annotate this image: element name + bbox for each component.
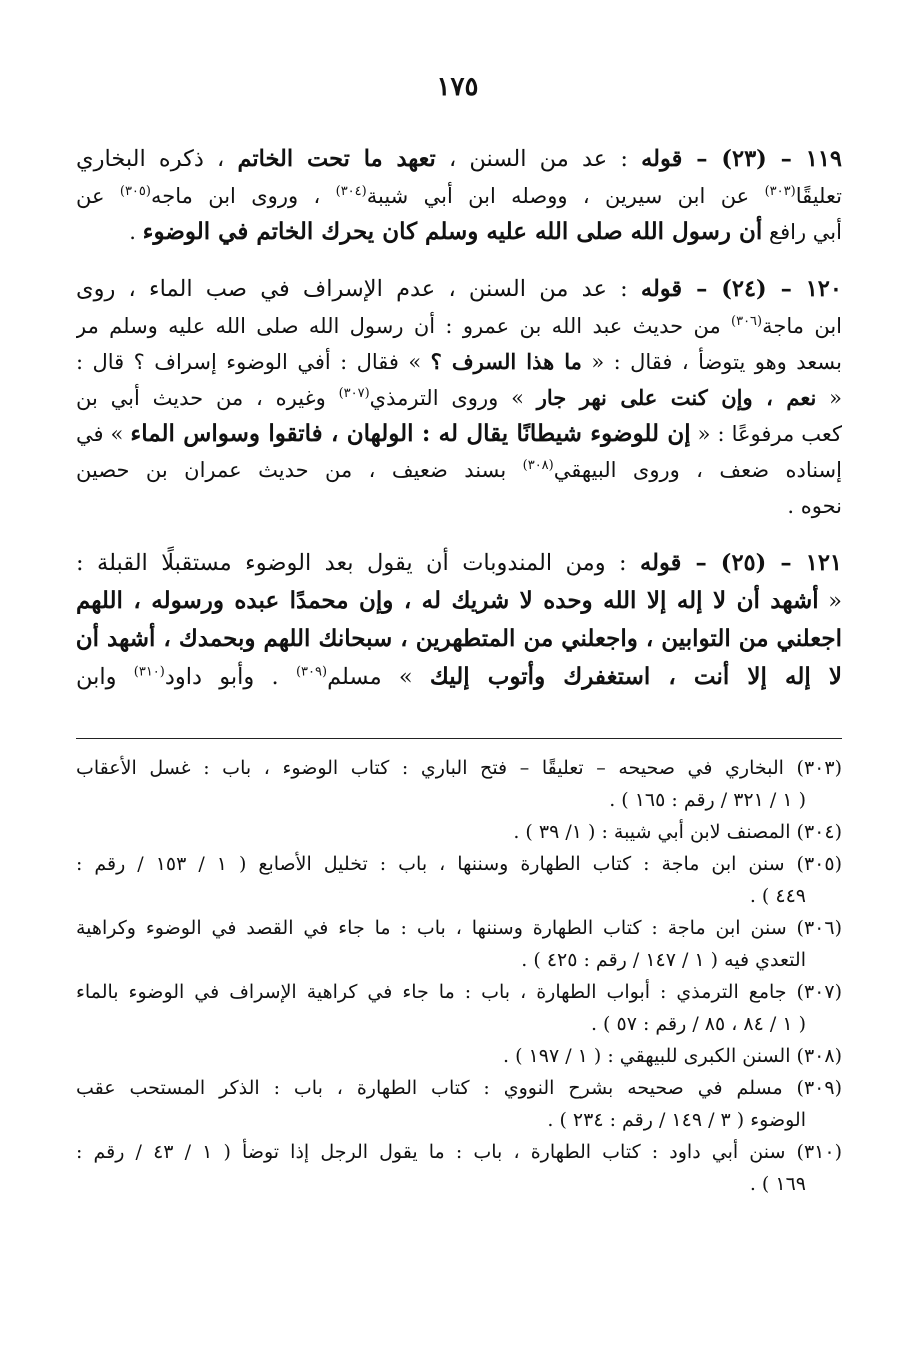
footnote-line: الوضوء ( ٣ / ١٤٩ / رقم : ٢٣٤ ) . xyxy=(547,1109,806,1131)
bold-text: نعم ، وإن كنت على نهر جار xyxy=(536,385,817,410)
body-text: أبي رافع xyxy=(762,220,842,244)
footnote xyxy=(76,976,842,1040)
footnote xyxy=(76,1040,842,1072)
footnote xyxy=(76,752,842,816)
paragraph-entry xyxy=(76,140,842,250)
hadith-text: أشهد أن لا إله إلا الله وحده لا شريك له ، وإن محمدًا عبده ورسوله ، اللهم xyxy=(76,587,819,614)
paragraph-entry xyxy=(76,544,842,696)
hadith-text: إن للوضوء شيطانًا يقال له : الولهان ، فاتقوا وسواس الماء xyxy=(130,420,691,447)
hadith-text: اجعلني من التوابين ، واجعلني من المتطهرين ، سبحانك اللهم وبحمدك ، أشهد أن xyxy=(76,625,842,652)
body-text: « xyxy=(816,386,842,410)
bold-text: ١٢١ – (٢٥) – قوله xyxy=(640,550,842,576)
footnote-line: (٣١٠) سنن أبي داود : كتاب الطهارة ، باب : ما يقول الرجل إذا توضأ ( ١ / ٤٣ / رقم : xyxy=(76,1141,842,1163)
text-line xyxy=(76,380,842,416)
body-text: : ومن المندوبات أن يقول بعد الوضوء مستقبلًا القبلة : xyxy=(76,550,641,576)
footnote-divider xyxy=(76,738,842,739)
body-text: وغيره ، من حديث أبي بن xyxy=(76,386,339,410)
footnote xyxy=(76,816,842,848)
body-text: من حديث عبد الله بن عمرو : أن رسول الله صلى الله عليه وسلم مر xyxy=(76,314,732,338)
page-number: ١٧٥ xyxy=(436,72,479,102)
body-text: . xyxy=(129,220,143,244)
body-text: : عد من السنن ، عدم الإسراف في صب الماء ، روى xyxy=(76,276,641,302)
body-text: « xyxy=(818,588,842,614)
text-line xyxy=(76,214,842,250)
hadith-text: لا إله إلا أنت ، استغفرك وأتوب إليك xyxy=(429,663,842,690)
footnote-line: ( ١ / ٣٢١ / رقم : ١٦٥ ) . xyxy=(609,789,806,811)
text-line xyxy=(76,544,842,582)
footnote xyxy=(76,848,842,912)
text-line xyxy=(76,344,842,380)
body-text: وابن xyxy=(76,664,134,690)
body-text: تعليقًا xyxy=(795,184,842,208)
footnote-line: (٣٠٣) البخاري في صحيحه – تعليقًا – فتح الباري : كتاب الوضوء ، باب : غسل الأعقاب xyxy=(76,757,842,779)
footnote xyxy=(76,1072,842,1136)
body-text: . وأبو داود xyxy=(164,664,296,690)
body-text: ، وروى ابن ماجه xyxy=(150,184,336,208)
text-line xyxy=(76,658,842,696)
bold-text: ١١٩ – (٢٣) – قوله xyxy=(641,146,842,172)
text-line xyxy=(76,416,842,452)
footnote-reference: (٣٠٩) xyxy=(295,664,328,680)
body-text: ، ذكره البخاري xyxy=(76,146,238,172)
hadith-text: أن رسول الله صلى الله عليه وسلم كان يحرك الخاتم في الوضوء xyxy=(142,218,763,245)
bold-text: ما هذا السرف ؟ xyxy=(430,349,582,374)
footnote-reference: (٣٠٥) xyxy=(119,184,151,199)
footnote xyxy=(76,912,842,976)
body-text: » مسلم xyxy=(327,664,430,690)
footnote-reference: (٣٠٨) xyxy=(522,458,554,473)
footnote-line: ( ١ / ٨٤ ، ٨٥ / رقم : ٥٧ ) . xyxy=(590,1013,806,1035)
body-text: بسند ضعيف ، من حديث عمران بن حصين xyxy=(76,458,523,482)
body-text: عن ابن سيرين ، ووصله ابن أبي شيبة xyxy=(366,184,765,208)
bold-text: تعهد ما تحت الخاتم xyxy=(237,146,436,172)
text-line xyxy=(76,178,842,214)
text-line xyxy=(76,488,842,524)
text-line xyxy=(76,452,842,488)
body-text: إسناده ضعف ، وروى البيهقي xyxy=(553,458,842,482)
footnote-line: (٣٠٥) سنن ابن ماجة : كتاب الطهارة وسننها ، باب : تخليل الأصابع ( ١ / ١٥٣ / رقم : xyxy=(76,853,842,875)
paragraph-entry xyxy=(76,270,842,524)
text-line xyxy=(76,620,842,658)
footnote-line: (٣٠٧) جامع الترمذي : أبواب الطهارة ، باب : ما جاء في كراهية الإسراف في الوضوء بالماء xyxy=(76,981,842,1003)
footnote-line: ٤٤٩ ) . xyxy=(749,885,806,907)
footnote-reference: (٣٠٤) xyxy=(335,184,367,199)
footnote-line: التعدي فيه ( ١ / ١٤٧ / رقم : ٤٢٥ ) . xyxy=(521,949,806,971)
footnote-line: (٣٠٨) السنن الكبرى للبيهقي : ( ١ / ١٩٧ ) . xyxy=(503,1045,842,1067)
body-text: كعب مرفوعًا : « xyxy=(690,422,842,446)
text-line xyxy=(76,582,842,620)
footnote-line: ١٦٩ ) . xyxy=(749,1173,806,1195)
footnote-reference: (٣١٠) xyxy=(133,664,165,680)
text-line xyxy=(76,308,842,344)
footnote-line: (٣٠٤) المصنف لابن أبي شيبة : ( ١/ ٣٩ ) . xyxy=(513,821,842,843)
body-text: : عد من السنن ، xyxy=(435,146,642,172)
footnotes xyxy=(76,752,842,1200)
body-text: نحوه . xyxy=(787,494,842,518)
main-text xyxy=(76,140,842,716)
footnote-reference: (٣٠٦) xyxy=(731,314,763,329)
body-text: بسعد وهو يتوضأ ، فقال : « xyxy=(581,350,842,374)
body-text: » في xyxy=(76,422,131,446)
text-line xyxy=(76,270,842,308)
footnote-reference: (٣٠٧) xyxy=(338,386,370,401)
text-line xyxy=(76,140,842,178)
body-text: » وروى الترمذي xyxy=(369,386,537,410)
body-text: » فقال : أفي الوضوء إسراف ؟ قال : xyxy=(76,350,431,374)
footnote-line: (٣٠٩) مسلم في صحيحه بشرح النووي : كتاب الطهارة ، باب : الذكر المستحب عقب xyxy=(76,1077,842,1099)
footnote-reference: (٣٠٣) xyxy=(764,184,796,199)
footnote-line: (٣٠٦) سنن ابن ماجة : كتاب الطهارة وسننها ، باب : ما جاء في القصد في الوضوء وكراهية xyxy=(76,917,842,939)
bold-text: ١٢٠ – (٢٤) – قوله xyxy=(640,276,842,302)
body-text: عن xyxy=(76,184,120,208)
body-text: ابن ماجة xyxy=(762,314,842,338)
footnote xyxy=(76,1136,842,1200)
